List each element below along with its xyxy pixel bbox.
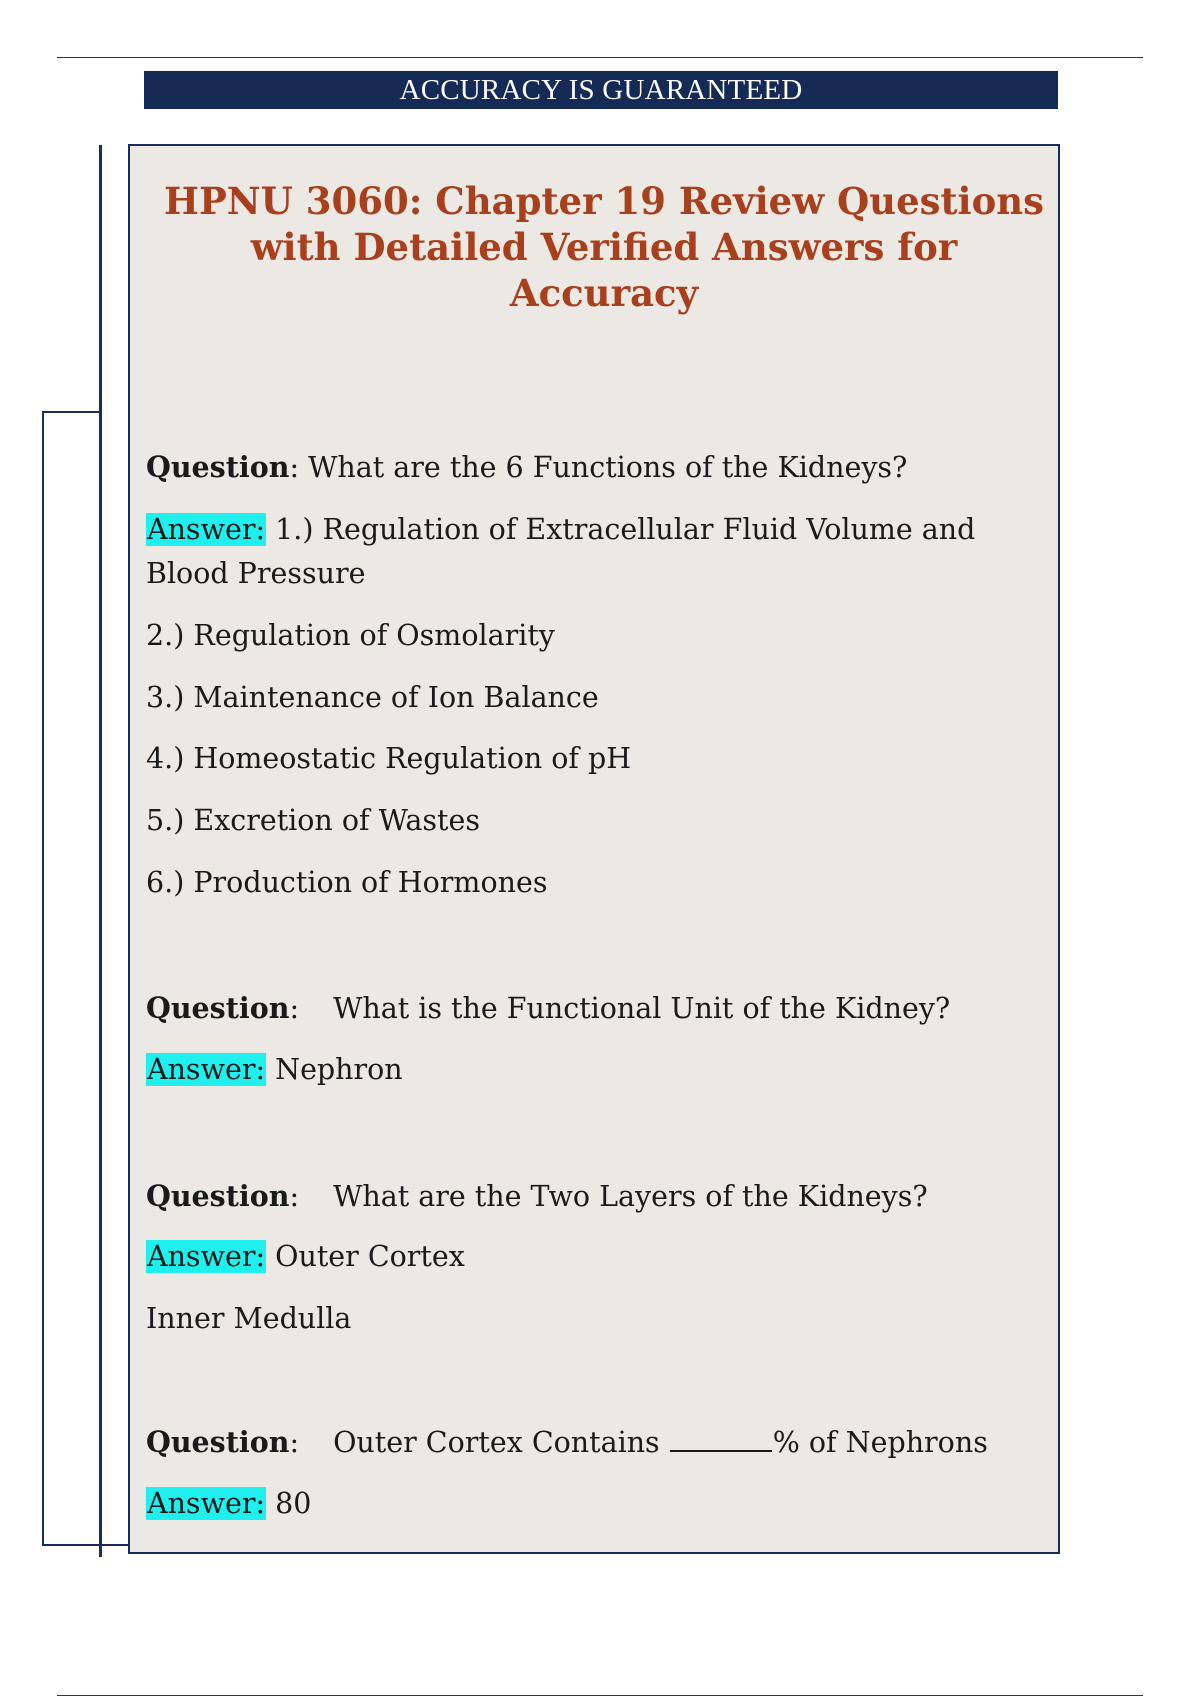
document-card <box>128 144 1060 1554</box>
answer-line <box>146 861 1048 905</box>
bottom-rule <box>57 1695 1143 1696</box>
answer-line <box>146 737 1048 781</box>
answer-text: Nephron <box>275 1053 403 1086</box>
left-bracket-inner-line <box>99 145 102 1557</box>
question-line: Question: Outer Cortex Contains % of Nephrons <box>146 1425 988 1459</box>
answer-text: 1.) Regulation of Extracellular Fluid Volume and Blood Pressure <box>146 513 976 590</box>
answer-text: 3.) Maintenance of Ion Balance <box>146 681 599 714</box>
answer-line <box>146 676 1048 720</box>
question-label: Question <box>146 1179 290 1213</box>
answer-text: 5.) Excretion of Wastes <box>146 804 480 837</box>
title-line-1: HPNU 3060: Chapter 19 Review Questions <box>163 179 1044 223</box>
answer-text: Outer Cortex <box>275 1240 465 1273</box>
qa-item-3 <box>146 1174 1048 1341</box>
question-text: What are the 6 Functions of the Kidneys? <box>308 451 908 484</box>
question-text-after-blank: % of Nephrons <box>772 1426 988 1459</box>
answer-text: 80 <box>275 1487 312 1520</box>
title-line-3: Accuracy <box>509 271 699 315</box>
answer-text: 4.) Homeostatic Regulation of pH <box>146 742 632 775</box>
question-text: What are the Two Layers of the Kidneys? <box>333 1180 928 1213</box>
answer-label: Answer: <box>147 1487 266 1520</box>
title-line-2: with Detailed Verified Answers for <box>250 225 958 269</box>
question-label: Question <box>146 1425 290 1459</box>
question-line: Question: What are the 6 Functions of the Kidneys? <box>146 450 908 484</box>
answer-label: Answer: <box>147 1240 266 1273</box>
fill-in-blank <box>670 1424 772 1452</box>
qa-item-4 <box>146 1420 1048 1526</box>
question-text-before-blank: Outer Cortex Contains <box>333 1426 660 1459</box>
answer-text: 2.) Regulation of Osmolarity <box>146 619 555 652</box>
question-line: Question: What is the Functional Unit of the Kidney? <box>146 991 951 1025</box>
qa-item-1 <box>146 445 1048 905</box>
question-label: Question <box>146 991 290 1025</box>
top-rule <box>57 57 1143 58</box>
left-bracket-top-tick <box>42 411 100 413</box>
question-text: What is the Functional Unit of the Kidney? <box>333 992 951 1025</box>
answer-text: Inner Medulla <box>146 1302 352 1335</box>
accuracy-banner: ACCURACY IS GUARANTEED <box>144 71 1058 109</box>
answer-line <box>146 508 1048 596</box>
answer-line <box>146 1297 1048 1341</box>
question-line: Question: What are the Two Layers of the Kidneys? <box>146 1179 928 1213</box>
document-title <box>150 178 1058 316</box>
answer-line <box>146 799 1048 843</box>
left-bracket-outer-line <box>42 411 44 1545</box>
answer-label: Answer: <box>147 1053 266 1086</box>
answer-label: Answer: <box>147 513 266 546</box>
answer-line <box>146 614 1048 658</box>
answer-text: 6.) Production of Hormones <box>146 866 548 899</box>
question-label: Question <box>146 450 290 484</box>
answer-line <box>146 1482 1048 1526</box>
answer-line <box>146 1048 1048 1092</box>
answer-line <box>146 1235 1048 1279</box>
qa-item-2 <box>146 986 1048 1092</box>
